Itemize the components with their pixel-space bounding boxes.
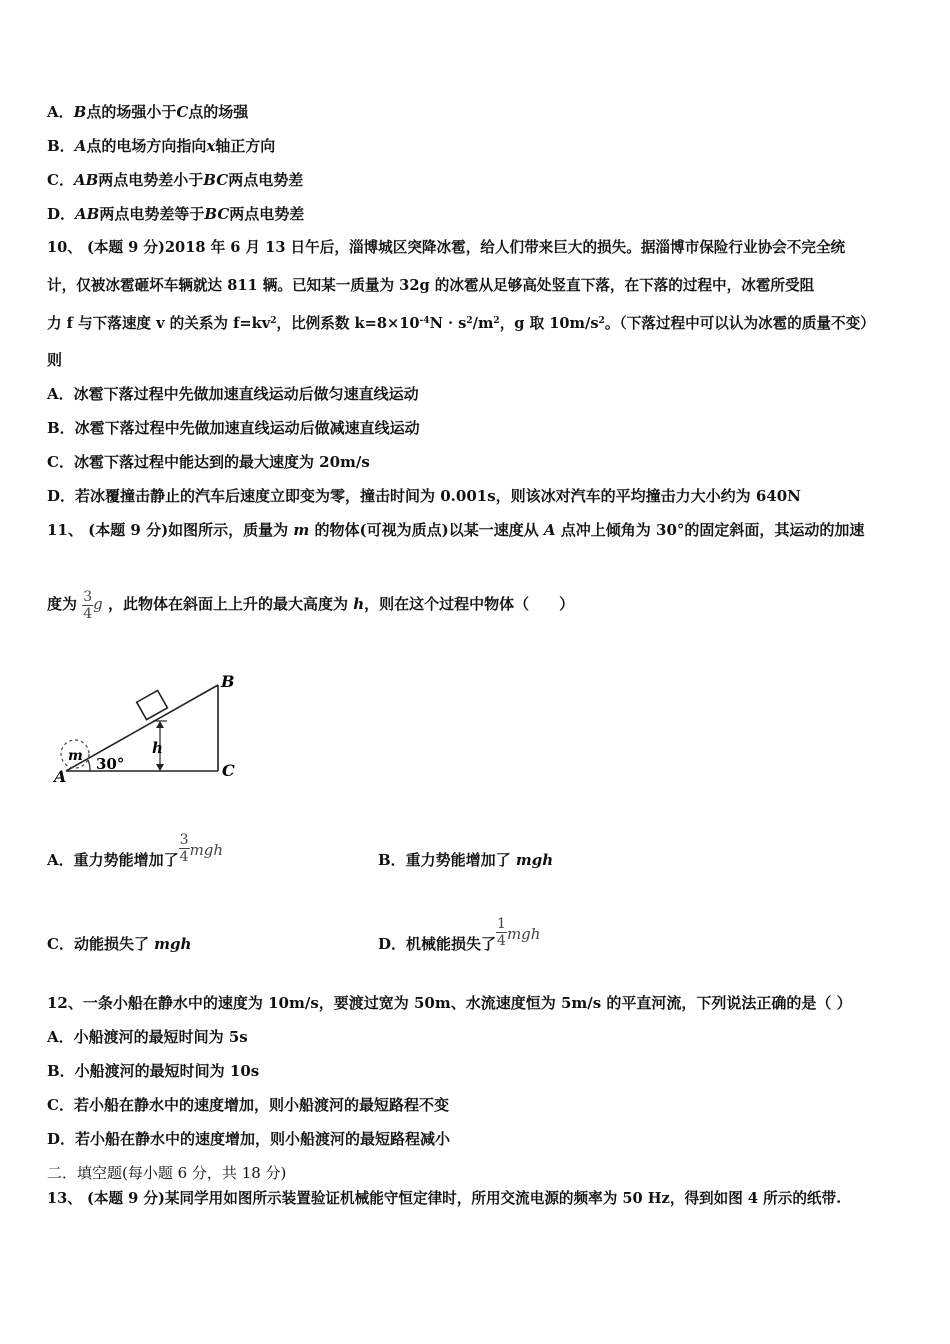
q13-stem: 13、 (本题 9 分)某同学用如图所示装置验证机械能守恒定律时，所用交流电源的频率为 50 Hz，得到如图 4 所示的纸带. <box>47 1190 842 1207</box>
label-C: C <box>222 761 235 780</box>
q11-option-a: A．重力势能增加了 $\frac{3}{4}$ mgh <box>47 832 224 869</box>
label-B: B <box>221 672 235 691</box>
q9-option-c: C．AB两点电势差小于BC两点电势差 <box>47 171 304 189</box>
q9-option-d: D．AB两点电势差等于BC两点电势差 <box>47 205 305 223</box>
q9-option-a: A．B点的场强小于C点的场强 <box>47 103 249 121</box>
fraction-three-quarters: $\frac{3}{4}$ <box>83 588 93 622</box>
q11-option-b: B．重力势能增加了 mgh <box>378 851 554 869</box>
label-A: A <box>54 767 67 786</box>
label-h: h <box>152 739 163 757</box>
height-arrow-top <box>156 721 164 728</box>
q12-option-b: B．小船渡河的最短时间为 10s <box>47 1062 260 1080</box>
q9-option-b: B．A点的电场方向指向x轴正方向 <box>47 137 276 155</box>
q12-option-d: D．若小船在静水中的速度增加，则小船渡河的最短路程减小 <box>47 1130 451 1148</box>
q11-stem-line1: 11、 (本题 9 分)如图所示，质量为 m 的物体(可视为质点)以某一速度从 A 点冲上倾角为 30°的固定斜面，其运动的加速 <box>47 521 865 539</box>
q10-stem-line4: 则 <box>47 351 63 369</box>
block <box>137 690 168 719</box>
label-m: m <box>68 748 83 764</box>
incline-surface <box>66 685 218 771</box>
q12-stem: 12、一条小船在静水中的速度为 10m/s，要渡过宽为 50m、水流速度恒为 5m/s 的平直河流，下列说法正确的是（ ） <box>47 994 852 1012</box>
q12-option-c: C．若小船在静水中的速度增加，则小船渡河的最短路程不变 <box>47 1096 449 1114</box>
q11-option-c: C．动能损失了 mgh <box>47 935 192 953</box>
q10-option-c: C．冰雹下落过程中能达到的最大速度为 20m/s <box>47 453 370 471</box>
incline-figure <box>48 664 248 788</box>
q12-option-a: A．小船渡河的最短时间为 5s <box>47 1028 248 1046</box>
fraction-three-quarters-a: $\frac{3}{4}$ <box>179 832 189 865</box>
fraction-one-quarter-d: $\frac{1}{4}$ <box>497 916 506 949</box>
q10-option-b: B．冰雹下落过程中先做加速直线运动后做减速直线运动 <box>47 419 420 437</box>
height-arrow-bottom <box>156 764 164 771</box>
q11-stem-line2: 度为 $\frac{3}{4}$ g ，此物体在斜面上上升的最大高度为 h，则在这个过程中物体（ ） <box>47 588 575 622</box>
q10-option-a: A．冰雹下落过程中先做加速直线运动后做匀速直线运动 <box>47 385 419 403</box>
q10-option-d: D．若冰覆撞击静止的汽车后速度立即变为零，撞击时间为 0.001s，则该冰对汽车的平均撞击力大小约为 640N <box>47 487 801 505</box>
label-angle: 30° <box>96 755 125 773</box>
q10-stem-line3: 力 f 与下落速度 v 的关系为 $f=kv^2$，比例系数 $k=8\times 10^{-4}N \cdot s^2/m^2$，g 取 $10m/s^2$。（下落过程中可以认为冰雹的质量不变） <box>47 315 875 332</box>
q10-stem-line2: 计，仅被冰雹砸坏车辆就达 811 辆。已知某一质量为 32g 的冰雹从足够高处竖直下落，在下落的过程中，冰雹所受阻 <box>47 277 815 294</box>
angle-arc <box>88 760 90 771</box>
section-heading-fill-in: 二．填空题(每小题 6 分，共 18 分) <box>47 1164 287 1182</box>
q11-option-d: D．机械能损失了 $\frac{1}{4}$ mgh <box>378 916 541 953</box>
q10-stem-line1: 10、 (本题 9 分)2018 年 6 月 13 日午后，淄博城区突降冰雹，给人们带来巨大的损失。据淄博市保险行业协会不完全统 <box>47 239 846 256</box>
